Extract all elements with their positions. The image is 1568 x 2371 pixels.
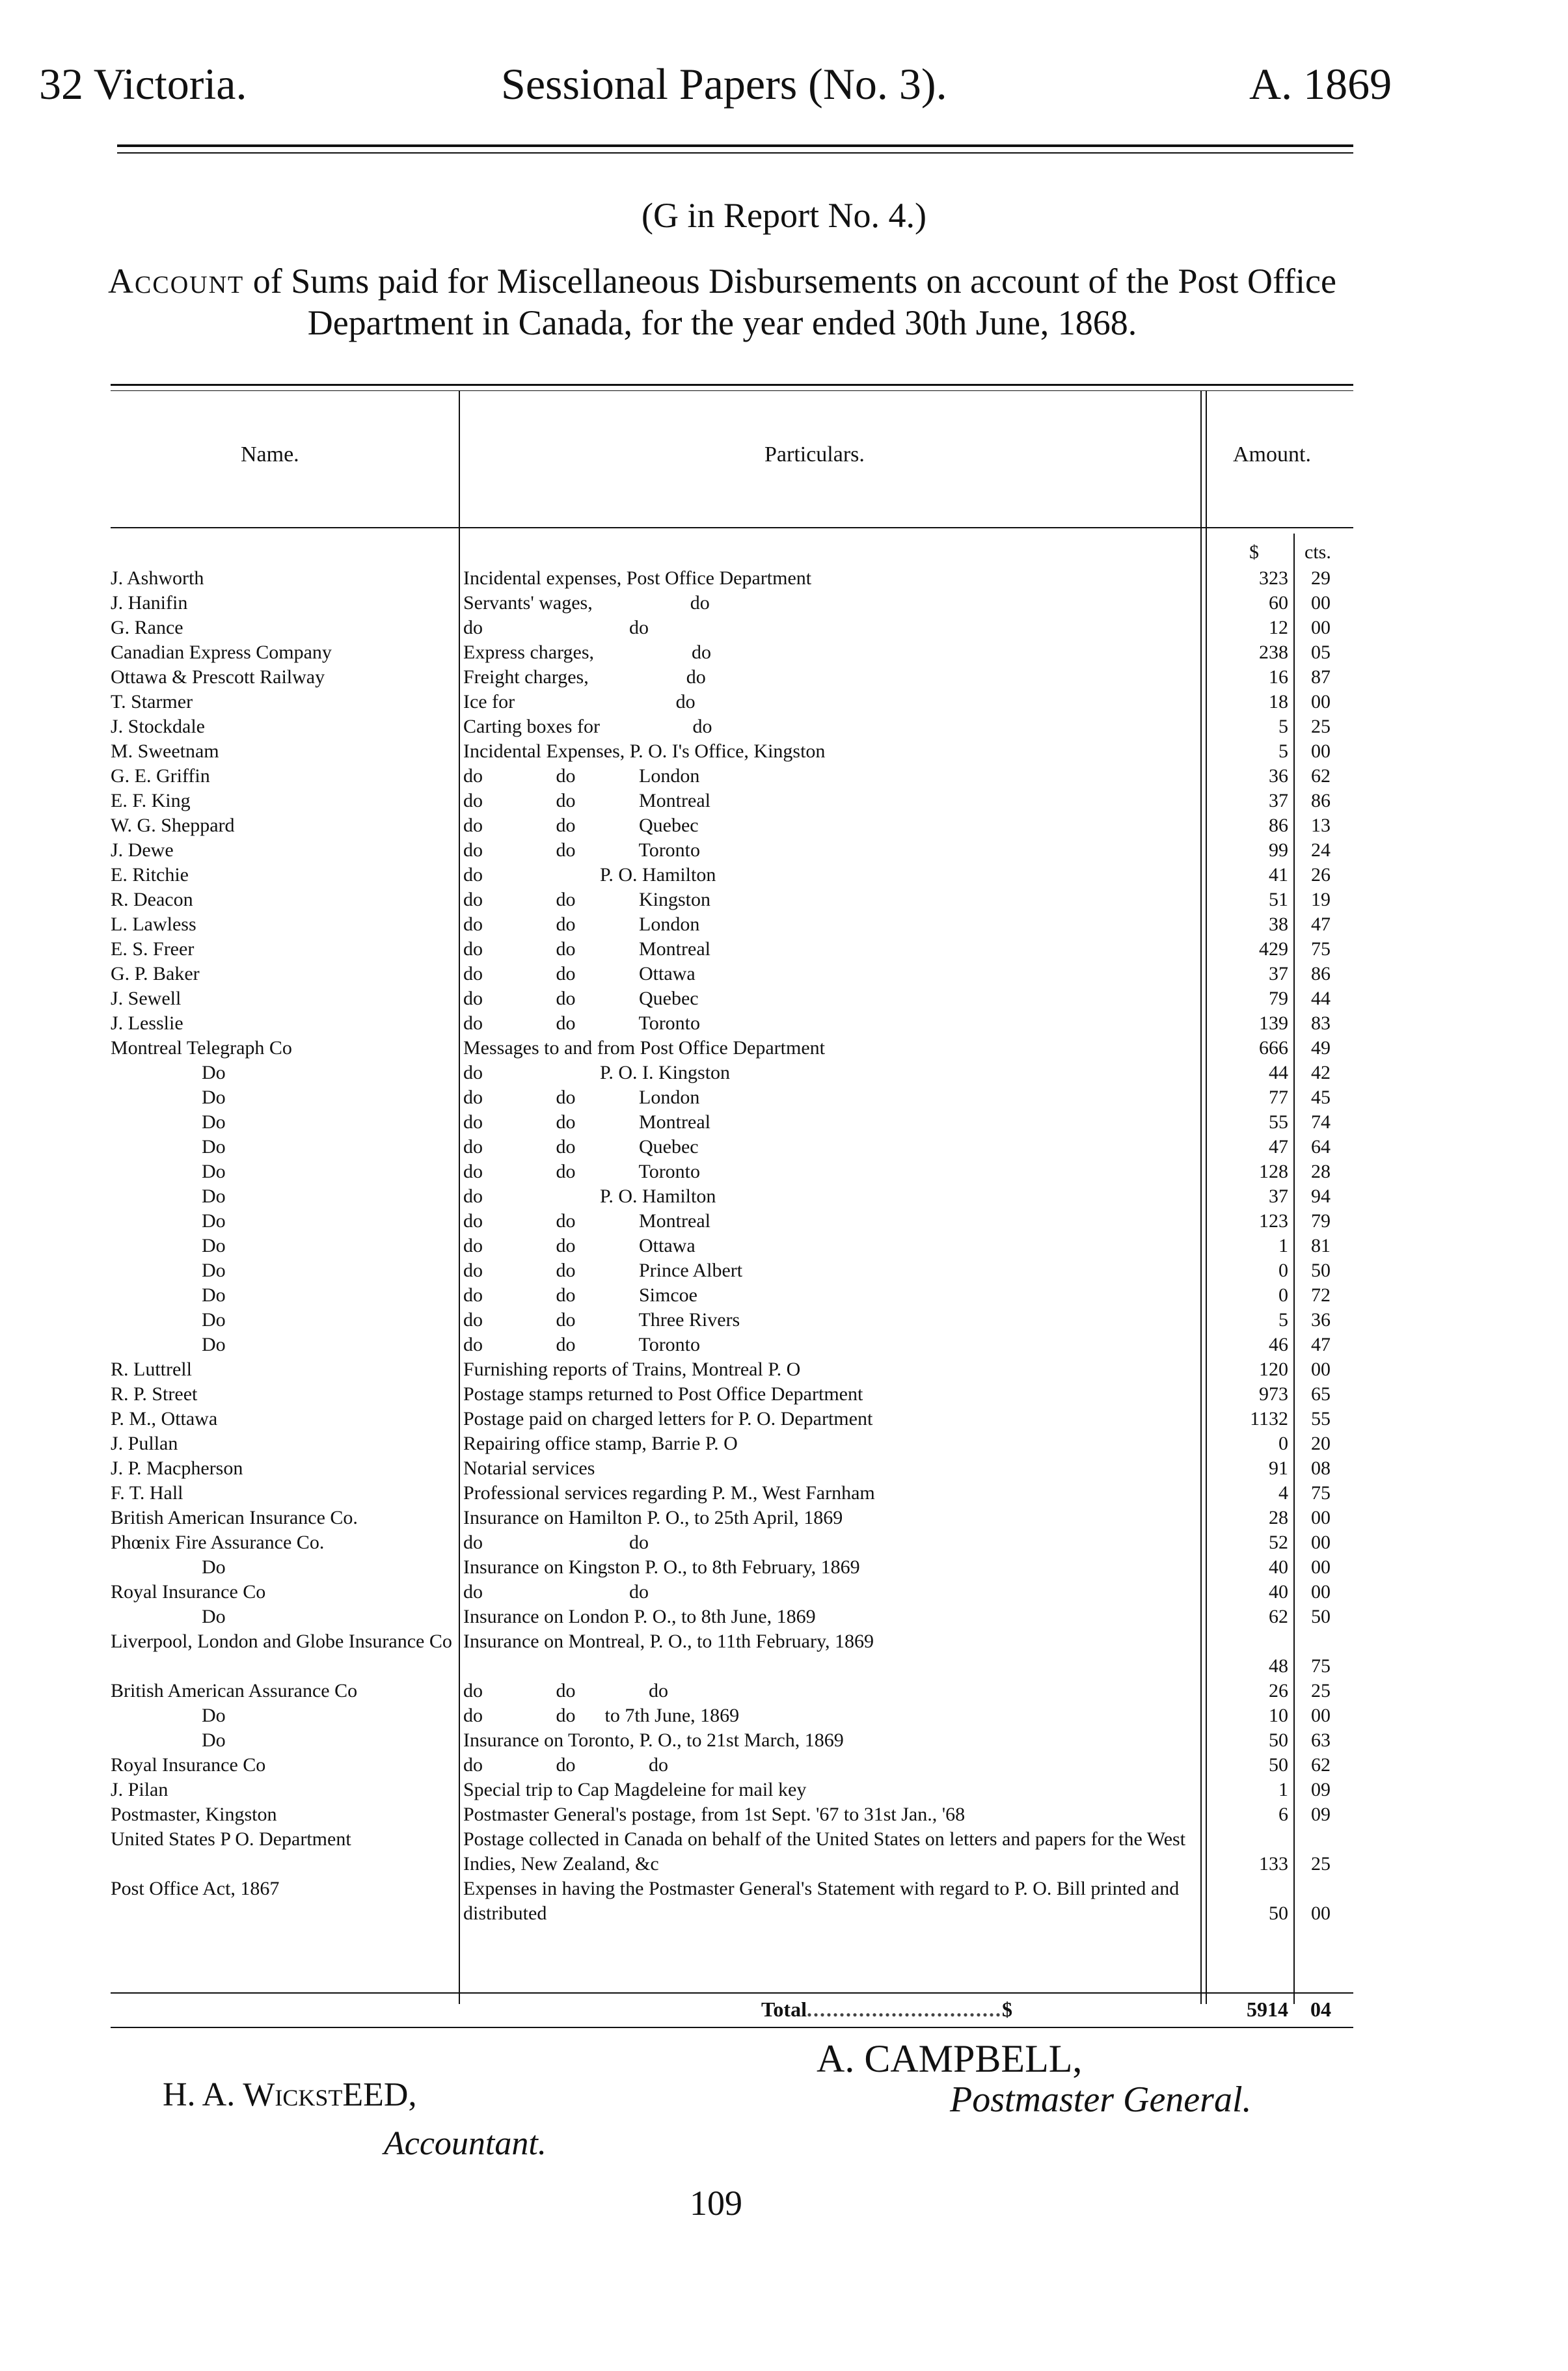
row-name: Do	[202, 1235, 226, 1256]
row-name: J. Lesslie	[111, 1012, 183, 1034]
row-dollars: 40	[1269, 1581, 1288, 1603]
header-volume: 32 Victoria.	[39, 59, 247, 109]
row-dollars: 99	[1269, 839, 1288, 861]
table-row	[0, 1184, 1568, 1209]
table-row	[0, 1506, 1568, 1530]
row-cents: 86	[1311, 790, 1331, 811]
row-name: Do	[202, 1606, 226, 1627]
table-row	[0, 1703, 1568, 1728]
total-bottom-rule	[111, 2027, 1353, 2028]
row-cents: 00	[1311, 1556, 1331, 1578]
row-particulars: Servants' wages, do	[463, 592, 710, 614]
table-row	[0, 1382, 1568, 1407]
row-dollars: 16	[1269, 666, 1288, 688]
row-name: L. Lawless	[111, 914, 196, 935]
row-particulars: do do Toronto	[463, 1334, 701, 1355]
row-cents: 64	[1311, 1136, 1331, 1158]
row-dollars: 5	[1278, 740, 1288, 762]
row-particulars: do do London	[463, 765, 700, 787]
row-dollars: 60	[1269, 592, 1288, 614]
table-row	[0, 887, 1568, 912]
row-particulars: Insurance on Toronto, P. O., to 21st March, 1869	[463, 1729, 844, 1751]
row-name: E. Ritchie	[111, 864, 189, 886]
row-cents: 00	[1311, 592, 1331, 614]
row-dollars: 323	[1259, 567, 1288, 589]
row-particulars: Special trip to Cap Magdeleine for mail key	[463, 1779, 807, 1800]
row-name: Do	[202, 1087, 226, 1108]
row-name: Do	[202, 1062, 226, 1083]
row-name: G. E. Griffin	[111, 765, 210, 787]
row-particulars: Postage paid on charged letters for P. O. Department	[463, 1408, 873, 1429]
table-row	[0, 1481, 1568, 1506]
row-dollars: 47	[1269, 1136, 1288, 1158]
row-name: Do	[202, 1260, 226, 1281]
row-dollars: 44	[1269, 1062, 1288, 1083]
row-cents: 09	[1311, 1804, 1331, 1825]
row-cents: 00	[1311, 1705, 1331, 1726]
table-row	[0, 690, 1568, 714]
row-particulars: do do Montreal	[463, 1111, 710, 1133]
row-dollars: 91	[1269, 1457, 1288, 1479]
row-particulars: do do Toronto	[463, 1161, 701, 1182]
row-dollars: 40	[1269, 1556, 1288, 1578]
header-year: A. 1869	[1249, 59, 1392, 109]
row-dollars: 12	[1269, 617, 1288, 638]
table-row	[0, 1357, 1568, 1382]
row-name: J. Pilan	[111, 1779, 169, 1800]
row-cents: 50	[1311, 1260, 1331, 1281]
row-cents: 62	[1311, 1754, 1331, 1776]
row-name: Postmaster, Kingston	[111, 1804, 277, 1825]
total-dollars: 5914	[1247, 1998, 1288, 2021]
row-particulars: Ice for do	[463, 691, 696, 712]
row-dollars: 139	[1259, 1012, 1288, 1034]
row-name: Do	[202, 1284, 226, 1306]
row-name: J. Sewell	[111, 988, 182, 1009]
row-particulars: do do Quebec	[463, 988, 699, 1009]
row-dollars: 5	[1278, 716, 1288, 737]
row-name: W. G. Sheppard	[111, 815, 235, 836]
header-rule-thin	[117, 152, 1353, 154]
row-cents: 75	[1311, 1655, 1331, 1677]
table-row	[0, 1061, 1568, 1085]
row-cents: 44	[1311, 988, 1331, 1009]
row-particulars: Repairing office stamp, Barrie P. O	[463, 1433, 738, 1454]
row-particulars: do do Montreal	[463, 1210, 710, 1232]
row-dollars: 79	[1269, 988, 1288, 1009]
row-dollars: 4	[1278, 1482, 1288, 1504]
row-name: Do	[202, 1309, 226, 1331]
table-row	[0, 1605, 1568, 1629]
row-cents: 79	[1311, 1210, 1331, 1232]
row-particulars: do do Montreal	[463, 938, 710, 960]
row-dollars: 37	[1269, 790, 1288, 811]
row-name: Do	[202, 1210, 226, 1232]
row-dollars: 666	[1259, 1037, 1288, 1059]
table-row	[0, 1110, 1568, 1135]
row-cents: 94	[1311, 1186, 1331, 1207]
row-dollars: 238	[1259, 642, 1288, 663]
table-row	[0, 1135, 1568, 1159]
row-name: Canadian Express Company	[111, 642, 332, 663]
row-cents: 62	[1311, 765, 1331, 787]
row-particulars: Expenses in having the Postmaster General's Statement with regard to P. O. Bill printed and distributed	[463, 1878, 1180, 1924]
table-row	[0, 962, 1568, 986]
row-cents: 75	[1311, 1482, 1331, 1504]
table-row	[0, 1283, 1568, 1308]
row-cents: 63	[1311, 1729, 1331, 1751]
row-name: Do	[202, 1136, 226, 1158]
row-particulars: do do Simcoe	[463, 1284, 697, 1306]
table-row	[0, 789, 1568, 813]
row-particulars: do do Ottawa	[463, 1235, 696, 1256]
row-dollars: 36	[1269, 765, 1288, 787]
row-dollars: 37	[1269, 963, 1288, 984]
row-dollars: 10	[1269, 1705, 1288, 1726]
table-row	[0, 1679, 1568, 1703]
postmaster-general-name: A. CAMPBELL,	[817, 2037, 1083, 2080]
row-name: Do	[202, 1186, 226, 1207]
column-header-amount: Amount.	[1233, 442, 1311, 467]
row-name: E. S. Freer	[111, 938, 195, 960]
row-particulars: do do Three Rivers	[463, 1309, 740, 1331]
table-header-rule	[111, 527, 1353, 528]
row-name: M. Sweetnam	[111, 740, 219, 762]
running-header	[0, 26, 1568, 109]
row-dollars: 50	[1269, 1903, 1288, 1924]
caption-lead: Account	[108, 262, 245, 301]
row-dollars: 48	[1269, 1655, 1288, 1677]
row-dollars: 26	[1269, 1680, 1288, 1701]
row-particulars: do do Ottawa	[463, 963, 696, 984]
table-row	[0, 665, 1568, 690]
table-row	[0, 1802, 1568, 1827]
row-name: J. P. Macpherson	[111, 1457, 243, 1479]
row-dollars: 0	[1278, 1284, 1288, 1306]
table-row	[0, 1778, 1568, 1802]
header-rule	[117, 144, 1353, 147]
row-particulars: Express charges, do	[463, 642, 712, 663]
total-cents: 04	[1310, 1998, 1331, 2021]
row-particulars: do do Toronto	[463, 839, 701, 861]
row-particulars: do do Montreal	[463, 790, 710, 811]
row-particulars: Freight charges, do	[463, 666, 706, 688]
row-name: G. P. Baker	[111, 963, 200, 984]
table-row	[0, 813, 1568, 838]
row-particulars: Professional services regarding P. M., West Farnham	[463, 1482, 875, 1504]
row-particulars: Postage stamps returned to Post Office Department	[463, 1383, 863, 1405]
row-cents: 28	[1311, 1161, 1331, 1182]
row-name: J. Dewe	[111, 839, 174, 861]
row-particulars: Incidental Expenses, P. O. I's Office, Kingston	[463, 740, 826, 762]
row-cents: 05	[1311, 642, 1331, 663]
row-particulars: do do Quebec	[463, 815, 699, 836]
row-name: British American Insurance Co.	[111, 1507, 358, 1528]
row-name: J. Hanifin	[111, 592, 188, 614]
page-number: 109	[690, 2184, 742, 2223]
row-cents: 00	[1311, 1532, 1331, 1553]
table-row	[0, 1036, 1568, 1061]
row-cents: 09	[1311, 1779, 1331, 1800]
total-rule	[111, 1992, 1353, 1994]
row-cents: 00	[1311, 1359, 1331, 1380]
table-row	[0, 566, 1568, 591]
row-cents: 50	[1311, 1606, 1331, 1627]
row-particulars: Messages to and from Post Office Department	[463, 1037, 825, 1059]
table-row	[0, 1209, 1568, 1234]
row-name: Do	[202, 1556, 226, 1578]
row-cents: 47	[1311, 1334, 1331, 1355]
row-dollars: 133	[1259, 1853, 1288, 1875]
row-particulars: do do	[463, 1581, 649, 1603]
row-particulars: Insurance on Montreal, P. O., to 11th February, 1869	[463, 1631, 874, 1652]
row-cents: 49	[1311, 1037, 1331, 1059]
row-cents: 25	[1311, 1680, 1331, 1701]
row-name: J. Stockdale	[111, 716, 205, 737]
cents-unit: cts.	[1304, 541, 1331, 563]
row-dollars: 55	[1269, 1111, 1288, 1133]
row-cents: 00	[1311, 691, 1331, 712]
column-header-name: Name.	[241, 442, 299, 467]
row-particulars: Postage collected in Canada on behalf of the United States on letters and papers for the West Indies, New Zealand, &c	[463, 1828, 1186, 1875]
row-name: Do	[202, 1111, 226, 1133]
row-name: R. P. Street	[111, 1383, 198, 1405]
table-row	[0, 714, 1568, 739]
table-row	[0, 1308, 1568, 1333]
row-name: R. Deacon	[111, 889, 193, 910]
row-name: R. Luttrell	[111, 1359, 192, 1380]
row-dollars: 0	[1278, 1433, 1288, 1454]
table-row	[0, 739, 1568, 764]
row-cents: 47	[1311, 914, 1331, 935]
table-row	[0, 1258, 1568, 1283]
row-dollars: 77	[1269, 1087, 1288, 1108]
row-name: Royal Insurance Co	[111, 1581, 266, 1603]
table-row	[0, 1333, 1568, 1357]
row-cents: 65	[1311, 1383, 1331, 1405]
row-cents: 45	[1311, 1087, 1331, 1108]
row-dollars: 973	[1259, 1383, 1288, 1405]
row-cents: 87	[1311, 666, 1331, 688]
caption-text: of Sums paid for Miscellaneous Disbursements on account of the Post Office Department in Canada, for the year ended 30th June, 1868.	[252, 262, 1336, 342]
row-dollars: 120	[1259, 1359, 1288, 1380]
row-dollars: 38	[1269, 914, 1288, 935]
total-row	[0, 1998, 1568, 2026]
row-cents: 72	[1311, 1284, 1331, 1306]
row-dollars: 52	[1269, 1532, 1288, 1553]
table-row	[0, 1159, 1568, 1184]
row-particulars: Insurance on Kingston P. O., to 8th February, 1869	[463, 1556, 860, 1578]
accountant-name: H. A. WickstEED,	[163, 2076, 417, 2113]
row-dollars: 0	[1278, 1260, 1288, 1281]
row-name: Do	[202, 1705, 226, 1726]
row-particulars: do do Quebec	[463, 1136, 699, 1158]
table-row	[0, 863, 1568, 887]
row-dollars: 37	[1269, 1186, 1288, 1207]
table-row	[0, 838, 1568, 863]
row-dollars: 1	[1278, 1779, 1288, 1800]
row-name: Montreal Telegraph Co	[111, 1037, 292, 1059]
row-particulars: do do do	[463, 1680, 668, 1701]
table-row	[0, 764, 1568, 789]
table-row	[0, 1753, 1568, 1778]
row-dollars: 6	[1278, 1804, 1288, 1825]
row-dollars: 50	[1269, 1754, 1288, 1776]
table-top-rule-thin	[111, 390, 1353, 391]
table-row	[0, 937, 1568, 962]
table-row	[0, 616, 1568, 640]
row-name: T. Starmer	[111, 691, 193, 712]
accountant-title: Accountant.	[384, 2125, 547, 2162]
row-particulars: Insurance on Hamilton P. O., to 25th April, 1869	[463, 1507, 843, 1528]
row-dollars: 41	[1269, 864, 1288, 886]
row-cents: 26	[1311, 864, 1331, 886]
row-cents: 08	[1311, 1457, 1331, 1479]
table-row	[0, 1530, 1568, 1555]
row-name: Liverpool, London and Globe Insurance Co	[111, 1631, 452, 1652]
table-row	[0, 1876, 1568, 1926]
postmaster-general-title: Postmaster General.	[950, 2080, 1252, 2120]
row-name: J. Pullan	[111, 1433, 178, 1454]
row-cents: 25	[1311, 1853, 1331, 1875]
row-name: Do	[202, 1161, 226, 1182]
row-particulars: do do	[463, 617, 649, 638]
row-cents: 19	[1311, 889, 1331, 910]
row-particulars: do do London	[463, 1087, 700, 1108]
row-particulars: do P. O. Hamilton	[463, 864, 716, 886]
table-row	[0, 1580, 1568, 1605]
row-cents: 25	[1311, 716, 1331, 737]
table-row	[0, 1827, 1568, 1876]
table-row	[0, 1234, 1568, 1258]
row-cents: 75	[1311, 938, 1331, 960]
row-name: J. Ashworth	[111, 567, 204, 589]
row-cents: 74	[1311, 1111, 1331, 1133]
table-top-rule	[111, 384, 1353, 386]
row-dollars: 128	[1259, 1161, 1288, 1182]
row-cents: 42	[1311, 1062, 1331, 1083]
row-particulars: Furnishing reports of Trains, Montreal P. O	[463, 1359, 801, 1380]
row-particulars: do do Kingston	[463, 889, 711, 910]
table-row	[0, 640, 1568, 665]
row-cents: 20	[1311, 1433, 1331, 1454]
row-particulars: do do Toronto	[463, 1012, 701, 1034]
row-cents: 00	[1311, 740, 1331, 762]
row-name: Royal Insurance Co	[111, 1754, 266, 1776]
table-row	[0, 912, 1568, 937]
row-particulars: do P. O. I. Kingston	[463, 1062, 731, 1083]
row-dollars: 86	[1269, 815, 1288, 836]
row-particulars: do do to 7th June, 1869	[463, 1705, 740, 1726]
row-cents: 55	[1311, 1408, 1331, 1429]
row-particulars: do do Prince Albert	[463, 1260, 743, 1281]
row-particulars: do do do	[463, 1754, 668, 1776]
row-dollars: 46	[1269, 1334, 1288, 1355]
table-row	[0, 1555, 1568, 1580]
header-title: Sessional Papers (No. 3).	[501, 59, 947, 109]
row-name: United States P O. Department	[111, 1828, 351, 1850]
row-cents: 83	[1311, 1012, 1331, 1034]
row-name: Do	[202, 1334, 226, 1355]
table-row	[0, 1629, 1568, 1679]
table-row	[0, 591, 1568, 616]
row-particulars: Notarial services	[463, 1457, 595, 1479]
table-row	[0, 1085, 1568, 1110]
row-dollars: 123	[1259, 1210, 1288, 1232]
table-row	[0, 1407, 1568, 1431]
row-particulars: Insurance on London P. O., to 8th June, 1869	[463, 1606, 816, 1627]
row-particulars: do P. O. Hamilton	[463, 1186, 716, 1207]
table-caption	[98, 260, 1347, 344]
table-row	[0, 1456, 1568, 1481]
row-name: G. Rance	[111, 617, 183, 638]
row-dollars: 1	[1278, 1235, 1288, 1256]
row-dollars: 28	[1269, 1507, 1288, 1528]
row-dollars: 51	[1269, 889, 1288, 910]
row-cents: 00	[1311, 1903, 1331, 1924]
dollars-unit: $	[1249, 541, 1259, 563]
row-particulars: Carting boxes for do	[463, 716, 712, 737]
table-row	[0, 1728, 1568, 1753]
total-label: Total..............................$	[761, 1998, 1012, 2021]
row-dollars: 50	[1269, 1729, 1288, 1751]
row-dollars: 1132	[1250, 1408, 1288, 1429]
row-name: P. M., Ottawa	[111, 1408, 218, 1429]
row-dollars: 5	[1278, 1309, 1288, 1331]
row-name: F. T. Hall	[111, 1482, 183, 1504]
row-name: British American Assurance Co	[111, 1680, 358, 1701]
row-name: E. F. King	[111, 790, 191, 811]
row-name: Do	[202, 1729, 226, 1751]
row-particulars: Incidental expenses, Post Office Department	[463, 567, 812, 589]
row-cents: 00	[1311, 1581, 1331, 1603]
row-cents: 00	[1311, 1507, 1331, 1528]
row-cents: 13	[1311, 815, 1331, 836]
row-cents: 81	[1311, 1235, 1331, 1256]
row-cents: 86	[1311, 963, 1331, 984]
column-header-particulars: Particulars.	[764, 442, 865, 467]
row-cents: 36	[1311, 1309, 1331, 1331]
row-cents: 24	[1311, 839, 1331, 861]
row-dollars: 62	[1269, 1606, 1288, 1627]
row-particulars: Postmaster General's postage, from 1st Sept. '67 to 31st Jan., '68	[463, 1804, 966, 1825]
row-particulars: do do	[463, 1532, 649, 1553]
row-dollars: 429	[1259, 938, 1288, 960]
row-cents: 00	[1311, 617, 1331, 638]
row-name: Post Office Act, 1867	[111, 1878, 280, 1899]
table-row	[0, 1431, 1568, 1456]
row-particulars: do do London	[463, 914, 700, 935]
table-row	[0, 986, 1568, 1011]
row-cents: 29	[1311, 567, 1331, 589]
row-name: Phœnix Fire Assurance Co.	[111, 1532, 325, 1553]
report-reference: (G in Report No. 4.)	[642, 196, 926, 235]
row-name: Ottawa & Prescott Railway	[111, 666, 325, 688]
table-row	[0, 1011, 1568, 1036]
row-dollars: 18	[1269, 691, 1288, 712]
